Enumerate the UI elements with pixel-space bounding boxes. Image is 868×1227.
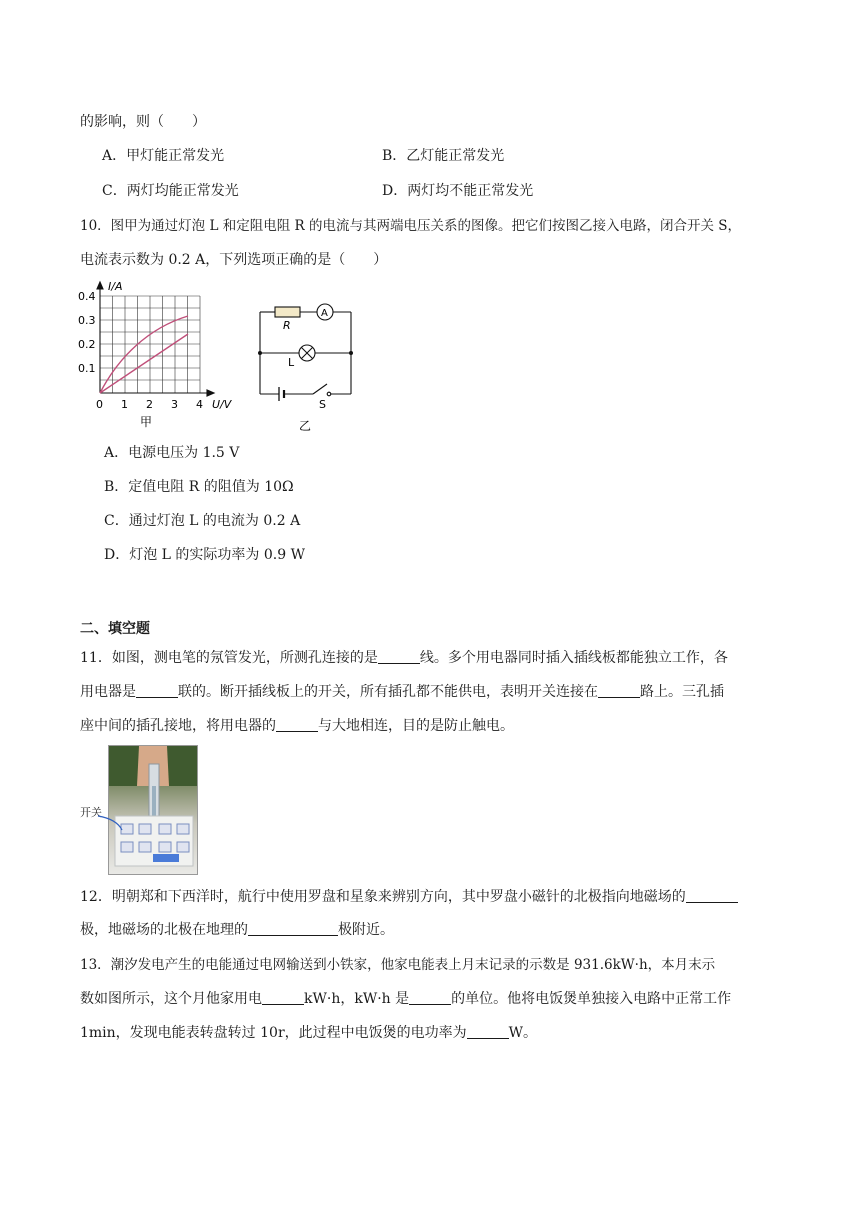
x-tick-label: 4 [196, 398, 203, 411]
q13-line3: 1min，发现电能表转盘转过 10r，此过程中电饭煲的电功率为 W。 [80, 1025, 538, 1041]
answer-blank[interactable] [378, 649, 420, 664]
q10-option-c[interactable] [104, 511, 300, 531]
q11-line1: 11．如图，测电笔的氖管发光，所测孔连接的是 线。多个用电器同时插入插线板都能独立工作，各 [80, 650, 728, 666]
q9-tail: 的影响，则（ ） [80, 114, 206, 130]
option-letter: A． [104, 445, 129, 461]
option-text: 电源电压为 1.5 V [128, 445, 240, 461]
answer-blank[interactable] [248, 921, 338, 936]
q13-line2: 数如图所示，这个月他家用电 kW·h，kW·h 是 的单位。他将电饭煲单独接入电路中正常工作 [80, 991, 732, 1007]
x-tick-label: 2 [146, 398, 153, 411]
answer-blank[interactable] [598, 683, 640, 698]
q10-option-a[interactable] [104, 443, 239, 463]
resistor-symbol [275, 307, 300, 317]
q9-option-b[interactable] [382, 146, 504, 166]
graph-axes [97, 282, 214, 396]
option-text: 甲灯能正常发光 [126, 148, 225, 164]
q11-line3: 座中间的插孔接地，将用电器的 与大地相连，目的是防止触电。 [80, 718, 514, 734]
option-text: 通过灯泡 L 的电流为 0.2 A [128, 513, 301, 529]
option-letter: D． [382, 183, 408, 199]
y-tick-label: 0.1 [78, 362, 96, 375]
q10-stem-line1: 10．图甲为通过灯泡 L 和定阻电阻 R 的电流与其两端电压关系的图像。把它们按图乙接入电路，闭合开关 S， [80, 218, 742, 234]
graph-caption: 甲 [140, 415, 153, 428]
option-text: 两灯均不能正常发光 [407, 183, 534, 199]
option-text: 灯泡 L 的实际功率为 0.9 W [129, 547, 305, 563]
option-letter: B． [382, 148, 407, 164]
q9-option-a[interactable] [102, 146, 224, 166]
option-letter: B． [104, 479, 129, 495]
answer-blank[interactable] [467, 1024, 509, 1039]
graph-grid [100, 296, 200, 393]
answer-blank[interactable] [276, 717, 318, 732]
q10-option-d[interactable] [104, 545, 305, 565]
option-text: 乙灯能正常发光 [406, 148, 505, 164]
lamp-label: L [288, 356, 295, 369]
answer-blank[interactable] [262, 990, 304, 1005]
x-axis-label: U/V [212, 398, 232, 411]
option-letter: C． [102, 183, 127, 199]
switch-pointer-icon [96, 812, 126, 836]
q9-option-d[interactable] [382, 181, 533, 201]
x-tick-label: 3 [171, 398, 178, 411]
q10-stem-line2: 电流表示数为 0.2 A，下列选项正确的是（ ） [80, 252, 388, 268]
switch-label: S [319, 398, 326, 411]
option-letter: A． [102, 148, 127, 164]
option-text: 定值电阻 R 的阻值为 10Ω [128, 479, 294, 495]
q11-line2: 用电器是 联的。断开插线板上的开关，所有插孔都不能供电，表明开关连接在 路上。三孔插 [80, 684, 724, 700]
y-tick-label: 0.4 [78, 290, 96, 303]
q9-option-c[interactable] [102, 181, 239, 201]
resistor-label: R [283, 319, 291, 332]
ammeter-label: A [321, 308, 328, 319]
answer-blank[interactable] [686, 888, 738, 903]
y-tick-label: 0.3 [78, 314, 96, 327]
option-text: 两灯均能正常发光 [126, 183, 239, 199]
x-tick-label: 1 [121, 398, 128, 411]
q12-line1: 12．明朝郑和下西洋时，航行中使用罗盘和星象来辨别方向，其中罗盘小磁针的北极指向地磁场的 [80, 887, 738, 907]
q10-graph [78, 278, 248, 428]
q12-line2: 极，地磁场的北极在地理的 极附近。 [80, 922, 394, 938]
section-title: 二、填空题 [80, 621, 150, 637]
option-letter: C． [104, 513, 129, 529]
circuit-caption: 乙 [299, 419, 312, 433]
answer-blank[interactable] [409, 990, 451, 1005]
x-tick-label: 0 [96, 398, 103, 411]
q13-line1: 13．潮汐发电产生的电能通过电网输送到小铁家，他家电能表上月末记录的示数是 931.6kW·h，本月末示 [80, 957, 716, 973]
q10-circuit [255, 298, 365, 433]
y-tick-label: 0.2 [78, 338, 96, 351]
photo-label-switch: 开关 [80, 806, 102, 819]
switch-symbol [313, 384, 327, 394]
power-strip-photo [108, 745, 198, 875]
q10-option-b[interactable] [104, 477, 294, 497]
option-letter: D． [104, 547, 130, 563]
answer-blank[interactable] [136, 683, 178, 698]
y-axis-label: I/A [108, 280, 123, 293]
